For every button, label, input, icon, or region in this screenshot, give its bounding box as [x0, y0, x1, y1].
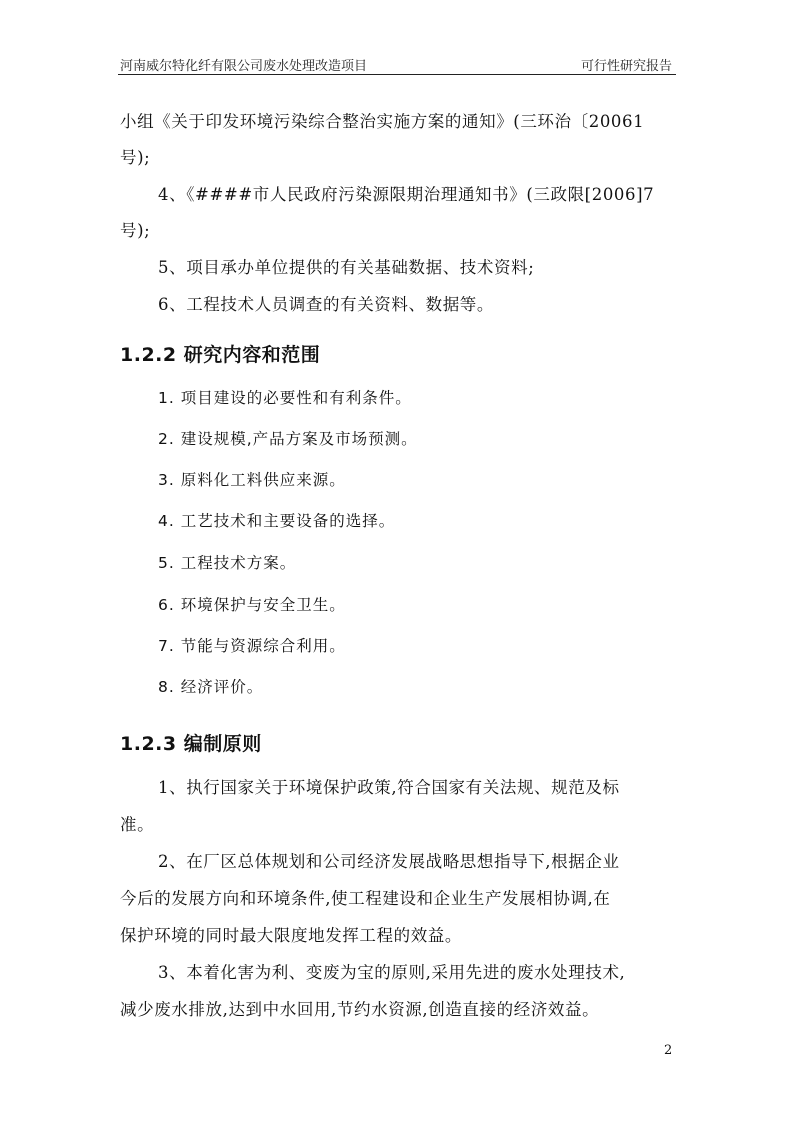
header-report-type: 可行性研究报告	[580, 59, 672, 74]
section-heading-1-2-3: 1.2.3 编制原则	[120, 733, 262, 755]
principle-2-line-2: 今后的发展方向和环境条件,使工程建设和企业生产发展相协调,在	[120, 889, 611, 908]
scope-item-3: 3. 原料化工料供应来源。	[158, 471, 346, 489]
scope-item-7: 7. 节能与资源综合利用。	[158, 637, 346, 655]
principle-1-line-2: 准。	[120, 815, 155, 834]
scope-item-5: 5. 工程技术方案。	[158, 554, 297, 572]
principle-1-line-1: 1、执行国家关于环境保护政策,符合国家有关法规、规范及标	[158, 778, 620, 797]
page-header	[118, 52, 676, 75]
basis-line-2: 号);	[120, 148, 151, 167]
scope-item-4: 4. 工艺技术和主要设备的选择。	[158, 512, 396, 530]
scope-item-6: 6. 环境保护与安全卫生。	[158, 596, 346, 614]
principle-3-line-1: 3、本着化害为利、变废为宝的原则,采用先进的废水处理技术,	[158, 963, 626, 982]
scope-item-1: 1. 项目建设的必要性和有利条件。	[158, 389, 412, 407]
principle-2-line-1: 2、在厂区总体规划和公司经济发展战略思想指导下,根据企业	[158, 852, 620, 871]
basis-item-4-line-2: 号);	[120, 221, 151, 240]
page-number: 2	[664, 1043, 673, 1058]
basis-item-4-line-1: 4、《####市人民政府污染源限期治理通知书》(三政限[2006]7	[158, 185, 655, 204]
scope-item-8: 8. 经济评价。	[158, 678, 264, 696]
scope-item-2: 2. 建设规模,产品方案及市场预测。	[158, 430, 418, 448]
section-heading-1-2-2: 1.2.2 研究内容和范围	[120, 344, 321, 366]
principle-3-line-2: 减少废水排放,达到中水回用,节约水资源,创造直接的经济效益。	[120, 1000, 600, 1019]
basis-line-1: 小组《关于印发环境污染综合整治实施方案的通知》(三环治〔20061	[120, 112, 645, 131]
header-project-title: 河南威尔特化纤有限公司废水处理改造项目	[120, 59, 368, 74]
basis-item-5: 5、项目承办单位提供的有关基础数据、技术资料;	[158, 258, 535, 277]
principle-2-line-3: 保护环境的同时最大限度地发挥工程的效益。	[120, 926, 462, 945]
basis-item-6: 6、工程技术人员调查的有关资料、数据等。	[158, 295, 494, 314]
